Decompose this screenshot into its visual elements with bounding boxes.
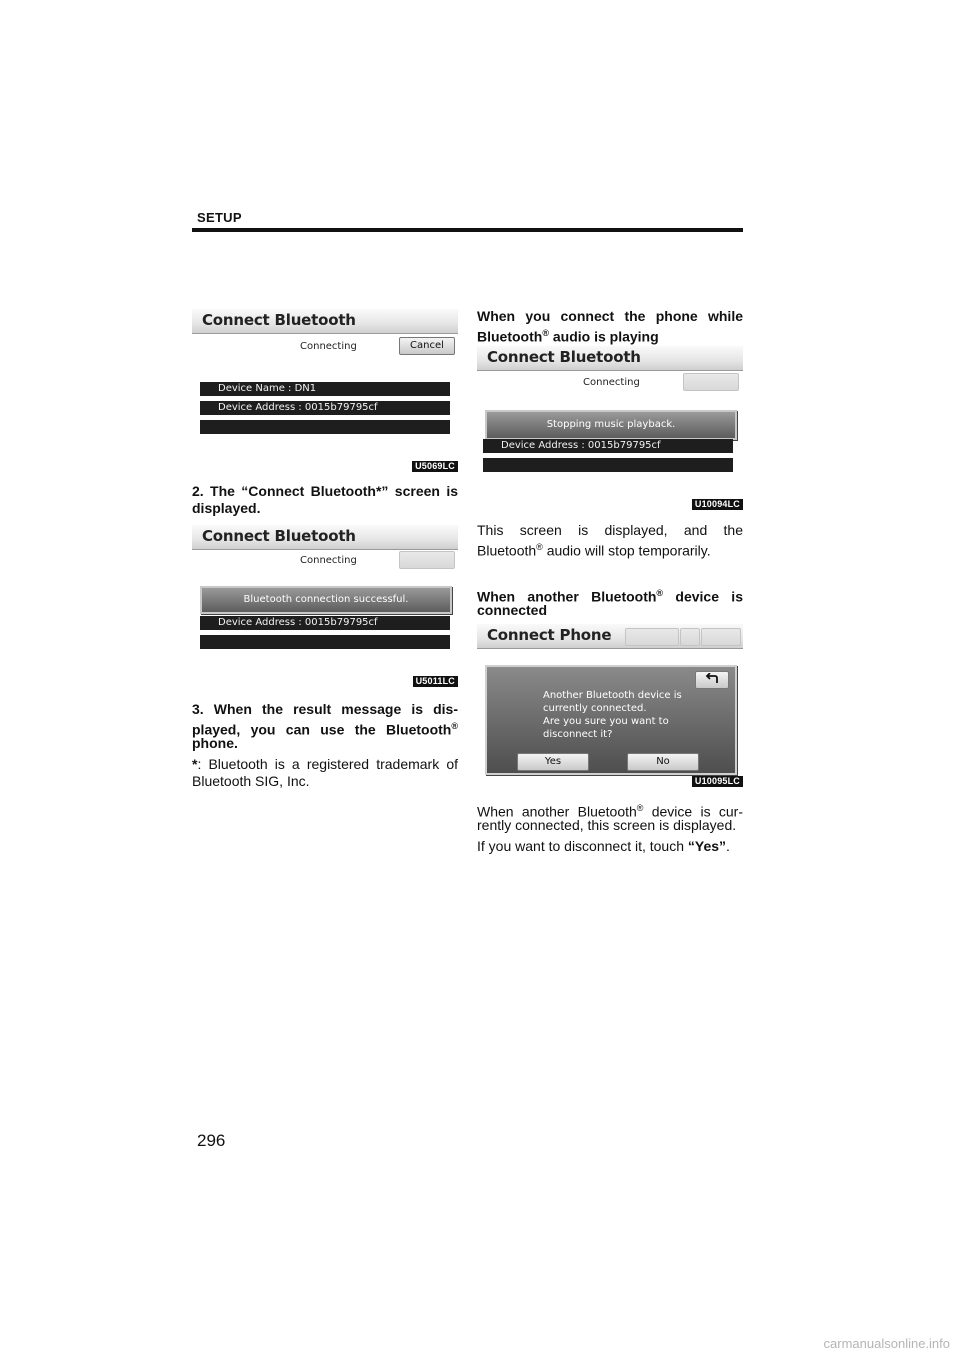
- dialog-line: currently connected.: [543, 703, 647, 714]
- device-address-row: Device Address : 0015b79795cf: [200, 616, 450, 630]
- heading-music-rest: audio is playing: [548, 328, 659, 345]
- no-button[interactable]: No: [627, 753, 699, 771]
- screen-titlebar: [192, 309, 458, 334]
- registered-mark: ®: [536, 542, 543, 552]
- heading-device-pre: When another Bluetooth: [477, 588, 657, 605]
- screen-title: Connect Phone: [487, 626, 612, 644]
- dialog-line: Are you sure you want to: [543, 716, 669, 727]
- stopping-message: Stopping music playback.: [485, 410, 737, 440]
- para-device-line-2: rently connected, this screen is displayed.: [477, 817, 737, 833]
- device-address-row: Device Address : 0015b79795cf: [483, 439, 733, 453]
- registered-mark: ®: [542, 328, 549, 338]
- figure-code: U10095LC: [692, 776, 743, 787]
- screen-titlebar: [192, 525, 458, 550]
- heading-music-line-2: [477, 325, 659, 346]
- footnote-text: : Bluetooth is a registered trademark of: [197, 756, 458, 772]
- screen-title: Connect Bluetooth: [487, 348, 641, 366]
- heading-music-line-1: When you connect the phone while: [477, 308, 743, 324]
- footnote-line-1: [192, 756, 458, 773]
- empty-row: [200, 635, 450, 649]
- figure-code: U5011LC: [413, 676, 458, 687]
- footnote-line-2: Bluetooth SIG, Inc.: [192, 773, 310, 789]
- heading-device-post: device is: [663, 588, 743, 605]
- screenshot-connect-phone: [477, 624, 743, 789]
- para-music-line-1: This screen is displayed, and the: [477, 522, 743, 538]
- cancel-button[interactable]: Cancel: [399, 337, 455, 355]
- para-disconnect-post: .: [726, 838, 730, 854]
- device-name-row: Device Name : DN1: [200, 382, 450, 396]
- screenshot-connection-successful: [192, 525, 458, 690]
- dialog-back-button[interactable]: [695, 671, 729, 689]
- heading-device-line-2: connected: [477, 602, 548, 618]
- device-address-row: Device Address : 0015b79795cf: [200, 401, 450, 415]
- step-3-line-1: 3. When the result message is dis-: [192, 701, 458, 717]
- registered-mark: ®: [636, 803, 644, 813]
- step-3-line-2-text: played, you can use the Bluetooth: [192, 721, 452, 738]
- dialog-box: [485, 665, 737, 775]
- page-number: 296: [197, 1131, 226, 1150]
- screen-title: Connect Bluetooth: [202, 527, 356, 545]
- dialog-message: [543, 689, 682, 741]
- status-text: Connecting: [583, 377, 640, 388]
- status-text: Connecting: [300, 555, 357, 566]
- screen-title: Connect Bluetooth: [202, 311, 356, 329]
- success-message: Bluetooth connection successful.: [200, 586, 452, 614]
- yes-button[interactable]: Yes: [517, 753, 589, 771]
- status-text: Connecting: [300, 341, 357, 352]
- cancel-button-disabled: [683, 373, 739, 391]
- info-button-disabled: [680, 628, 700, 646]
- para-disconnect-pre: If you want to disconnect it, touch: [477, 838, 688, 854]
- empty-row: [483, 458, 733, 472]
- screenshot-connecting: [192, 309, 458, 475]
- para-music-rest: audio will stop temporarily.: [542, 542, 711, 559]
- registered-mark: ®: [451, 721, 458, 731]
- heading-music-bt: Bluetooth: [477, 328, 543, 345]
- screenshot-stopping-music: [477, 346, 743, 511]
- watermark-footer: carmanualsonline.info: [823, 1336, 950, 1351]
- para-device-post: device is cur-: [643, 803, 743, 820]
- para-disconnect: [477, 838, 730, 855]
- para-music-line-2: [477, 539, 711, 560]
- para-music-bt: Bluetooth: [477, 542, 537, 559]
- back-arrow-icon: [703, 673, 721, 685]
- empty-row: [200, 420, 450, 434]
- figure-code: U5069LC: [412, 461, 458, 472]
- section-header: SETUP: [197, 210, 242, 225]
- registered-mark: ®: [656, 588, 664, 598]
- yes-emphasis: “Yes”: [687, 838, 727, 854]
- top-button-disabled: [625, 628, 679, 646]
- back-button-disabled: [701, 628, 741, 646]
- header-rule: [192, 228, 743, 232]
- footnote-star: *: [192, 756, 198, 772]
- step-2-line-2: displayed.: [192, 500, 261, 516]
- figure-code: U10094LC: [692, 499, 743, 510]
- cancel-button-disabled: [399, 551, 455, 569]
- step-2-line-1: 2. The “Connect Bluetooth*” screen is: [192, 483, 458, 499]
- screen-titlebar: [477, 346, 743, 371]
- para-device-pre: When another Bluetooth: [477, 803, 637, 820]
- dialog-line: Another Bluetooth device is: [543, 690, 682, 701]
- step-3-line-3: phone.: [192, 735, 238, 751]
- dialog-line: disconnect it?: [543, 729, 613, 740]
